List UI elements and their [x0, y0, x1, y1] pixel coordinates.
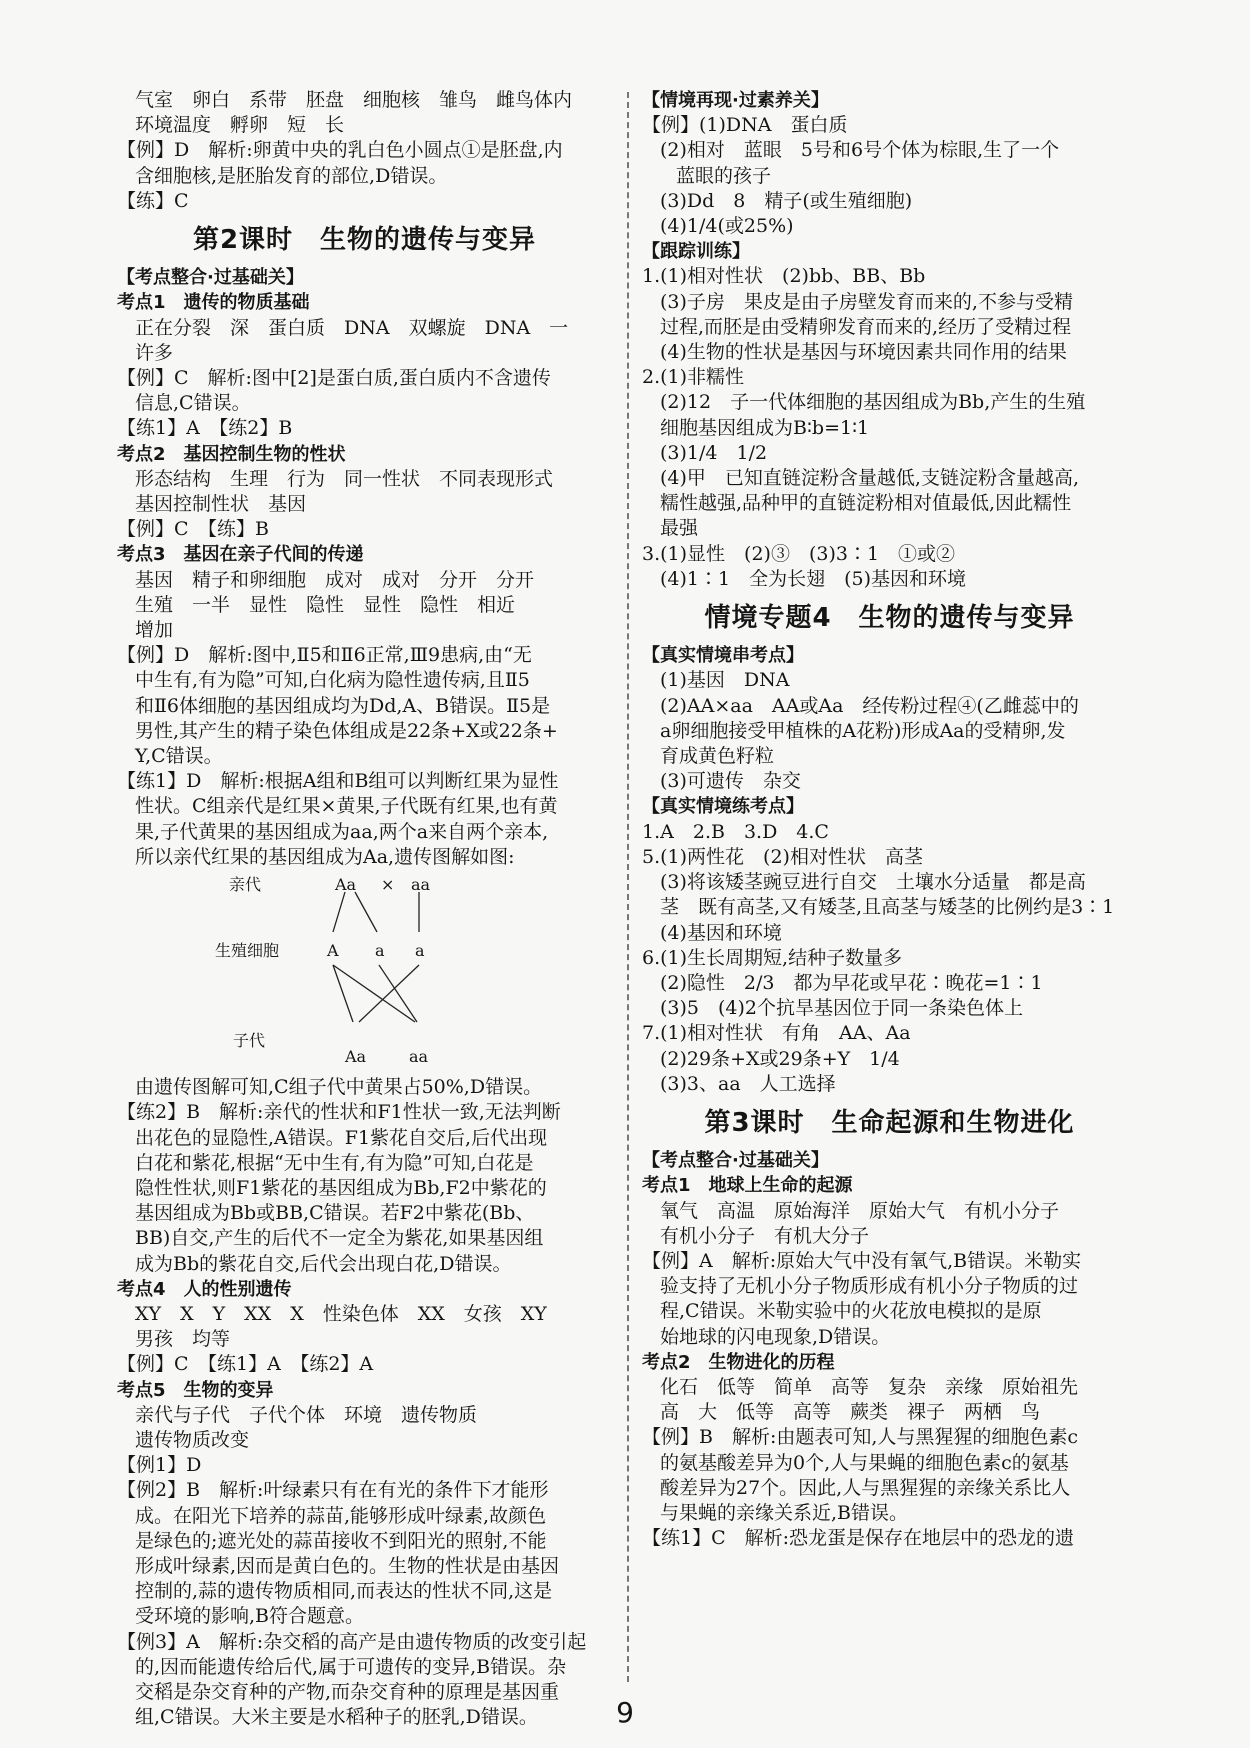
text-line: 氧气 高温 原始海洋 原始大气 有机小分子: [660, 1199, 1060, 1222]
text-line: 6.(1)生长周期短,结种子数量多: [642, 946, 903, 969]
right-column: [642, 88, 1137, 1551]
section-tag: 【真实情境串考点】: [642, 645, 804, 667]
text-line: 酸差异为27个。因此,人与黑猩猩的亲缘关系比人: [660, 1476, 1071, 1499]
text-line: 【练1】A 【练2】B: [117, 417, 293, 440]
text-line: 基因 精子和卵细胞 成对 成对 分开 分开: [135, 568, 535, 591]
text-line: 5.(1)两性花 (2)相对性状 高茎: [642, 845, 923, 868]
parent-genotype-left: Aa: [335, 875, 357, 895]
text-line: 许多: [135, 341, 174, 364]
text-line: 【练】C: [117, 189, 189, 212]
text-line: 【例1】D: [117, 1454, 202, 1477]
text-line: 【例2】B 解析:叶绿素只有在有光的条件下才能形: [117, 1479, 549, 1502]
offspring-genotype-1: Aa: [345, 1047, 367, 1067]
text-line: 形成叶绿素,因而是黄白色的。生物的性状是由基因: [135, 1554, 560, 1577]
text-line: 2.(1)非糯性: [642, 366, 745, 389]
text-line: (3)Dd 8 精子(或生殖细胞): [660, 189, 913, 212]
topic-heading: 考点2 生物进化的历程: [642, 1351, 835, 1373]
text-line: 受环境的影响,B符合题意。: [135, 1605, 365, 1628]
section-heading: 第2课时 生物的遗传与变异: [192, 225, 537, 256]
cross-lines: [127, 870, 547, 1075]
text-line: 1.A 2.B 3.D 4.C: [642, 820, 829, 843]
text-line: 控制的,蒜的遗传物质相同,而表达的性状不同,这是: [135, 1580, 553, 1603]
text-line: 【例3】A 解析:杂交稻的高产是由遗传物质的改变引起: [117, 1630, 587, 1653]
text-line: 蓝眼的孩子: [676, 164, 772, 187]
text-line: 最强: [660, 517, 699, 540]
text-line: 茎 既有高茎,又有矮茎,且高茎与矮茎的比例约是3∶1: [660, 896, 1115, 919]
text-line: (4)1∶1 全为长翅 (5)基因和环境: [660, 567, 967, 590]
topic-heading: 考点3 基因在亲子代间的传递: [117, 544, 364, 566]
text-line: 增加: [135, 619, 174, 642]
text-line: 组,C错误。大米主要是水稻种子的胚乳,D错误。: [135, 1706, 538, 1729]
text-line: (2)29条+X或29条+Y 1/4: [660, 1047, 900, 1070]
topic-heading: 考点1 地球上生命的起源: [642, 1175, 853, 1197]
text-line: 成为Bb的紫花自交,后代会出现白花,D错误。: [135, 1252, 512, 1275]
section-tag: 【考点整合·过基础关】: [117, 267, 304, 289]
text-line: (3)1/4 1/2: [660, 441, 768, 464]
gamete-1: A: [327, 941, 339, 961]
text-line: 正在分裂 深 蛋白质 DNA 双螺旋 DNA 一: [135, 316, 569, 339]
text-line: (3)可遗传 杂交: [660, 770, 801, 793]
gamete-label: 生殖细胞: [215, 941, 280, 961]
parent-genotype-right: aa: [411, 875, 431, 895]
text-line: 【例】C 【练】B: [117, 518, 270, 541]
text-line: 形态结构 生理 行为 同一性状 不同表现形式: [135, 467, 554, 490]
text-line: (4)甲 已知直链淀粉含量越低,支链淀粉含量越高,: [660, 467, 1079, 490]
cross-symbol: ×: [381, 875, 395, 895]
section-heading: 情境专题4 生物的遗传与变异: [704, 603, 1075, 634]
text-line: 与果蝇的亲缘关系近,B错误。: [660, 1501, 909, 1524]
text-line: 7.(1)相对性状 有角 AA、Aa: [642, 1022, 911, 1045]
text-line: 环境温度 孵卵 短 长: [135, 114, 345, 137]
text-line: 【例】D 解析:图中,Ⅱ5和Ⅱ6正常,Ⅲ9患病,由“无: [117, 644, 532, 667]
text-line: 生殖 一半 显性 隐性 显性 隐性 相近: [135, 593, 516, 616]
text-line: 育成黄色籽粒: [660, 745, 775, 768]
text-line: 中生有,有为隐”可知,白化病为隐性遗传病,且Ⅱ5: [135, 669, 530, 692]
text-line: 基因组成为Bb或BB,C错误。若F2中紫花(Bb、: [135, 1202, 535, 1225]
text-line: XY X Y XX X 性染色体 XX 女孩 XY: [135, 1302, 547, 1325]
text-line: 由遗传图解可知,C组子代中黄果占50%,D错误。: [135, 1076, 543, 1099]
text-line: 和Ⅱ6体细胞的基因组成均为Dd,A、B错误。Ⅱ5是: [135, 694, 551, 717]
text-line: (3)5 (4)2个抗旱基因位于同一条染色体上: [660, 997, 1024, 1020]
offspring-label: 子代: [233, 1031, 266, 1051]
text-line: 3.(1)显性 (2)③ (3)3∶1 ①或②: [642, 542, 956, 565]
topic-heading: 考点2 基因控制生物的性状: [117, 443, 346, 465]
text-line: 始地球的闪电现象,D错误。: [660, 1325, 891, 1348]
topic-heading: 考点1 遗传的物质基础: [117, 292, 310, 314]
topic-heading: 考点5 生物的变异: [117, 1379, 274, 1401]
text-line: (2)12 子一代体细胞的基因组成为Bb,产生的生殖: [660, 391, 1086, 414]
section-heading: 第3课时 生命起源和生物进化: [704, 1107, 1075, 1138]
text-line: 性状。C组亲代是红果×黄果,子代既有红果,也有黄: [135, 795, 558, 818]
text-line: 1.(1)相对性状 (2)bb、BB、Bb: [642, 265, 926, 288]
text-line: 【例】C 解析:图中[2]是蛋白质,蛋白质内不含遗传: [117, 367, 551, 390]
text-line: 交稻是杂交育种的产物,而杂交育种的原理是基因重: [135, 1680, 560, 1703]
text-line: 程,C错误。米勒实验中的火花放电模拟的是原: [660, 1300, 1042, 1323]
text-line: 果,子代黄果的基因组成为aa,两个a来自两个亲本,: [135, 820, 549, 843]
text-line: 含细胞核,是胚胎发育的部位,D错误。: [135, 164, 448, 187]
text-line: 所以亲代红果的基因组成为Aa,遗传图解如图:: [135, 845, 515, 868]
left-column: [117, 88, 612, 1730]
topic-heading: 考点4 人的性别遗传: [117, 1278, 292, 1300]
text-line: 信息,C错误。: [135, 392, 251, 415]
text-line: (3)将该矮茎豌豆进行自交 土壤水分适量 都是高: [660, 871, 1086, 894]
text-line: 男孩 均等: [135, 1328, 231, 1351]
text-line: 【例】(1)DNA 蛋白质: [642, 114, 848, 137]
text-line: 出花色的显隐性,A错误。F1紫花自交后,后代出现: [135, 1126, 548, 1149]
text-line: (2)AA×aa AA或Aa 经传粉过程④(乙雌蕊中的: [660, 694, 1079, 717]
text-line: (4)生物的性状是基因与环境因素共同作用的结果: [660, 341, 1067, 364]
text-line: (1)基因 DNA: [660, 669, 790, 692]
text-line: 成。在阳光下培养的蒜苗,能够形成叶绿素,故颜色: [135, 1504, 547, 1527]
parent-generation-label: 亲代: [229, 875, 262, 895]
text-line: (4)基因和环境: [660, 921, 782, 944]
column-divider: [627, 92, 629, 1682]
text-line: 隐性性状,则F1紫花的基因组成为Bb,F2中紫花的: [135, 1176, 547, 1199]
section-tag: 【真实情境练考点】: [642, 796, 804, 818]
text-line: 过程,而胚是由受精卵发育而来的,经历了受精过程: [660, 315, 1072, 338]
text-line: 气室 卵白 系带 胚盘 细胞核 雏鸟 雌鸟体内: [135, 89, 573, 111]
section-tag: 【情境再现·过素养关】: [642, 90, 829, 111]
text-line: 高 大 低等 高等 蕨类 裸子 两栖 鸟: [660, 1401, 1041, 1424]
text-line: 化石 低等 简单 高等 复杂 亲缘 原始祖先: [660, 1375, 1079, 1398]
text-line: 【练2】B 解析:亲代的性状和F1性状一致,无法判断: [117, 1101, 561, 1124]
text-line: 是绿色的;遮光处的蒜苗接收不到阳光的照射,不能: [135, 1529, 547, 1552]
text-line: 的氨基酸差异为0个,人与果蝇的细胞色素c的氨基: [660, 1451, 1069, 1474]
text-line: 【例】A 解析:原始大气中没有氧气,B错误。米勒实: [642, 1249, 1082, 1272]
text-line: 亲代与子代 子代个体 环境 遗传物质: [135, 1403, 478, 1426]
text-line: Y,C错误。: [135, 745, 223, 768]
text-line: 【例】B 解析:由题表可知,人与黑猩猩的细胞色素c: [642, 1426, 1079, 1449]
text-line: 男性,其产生的精子染色体组成是22条+X或22条+: [135, 719, 558, 742]
text-line: a卵细胞接受甲植株的A花粉)形成Aa的受精卵,发: [660, 719, 1066, 742]
text-line: 基因控制性状 基因: [135, 493, 307, 516]
text-line: (2)相对 蓝眼 5号和6号个体为棕眼,生了一个: [660, 139, 1060, 162]
text-line: 细胞基因组成为B∶b=1∶1: [660, 416, 870, 439]
text-line: BB)自交,产生的后代不一定全为紫花,如果基因组: [135, 1227, 544, 1250]
section-tag: 【考点整合·过基础关】: [642, 1150, 829, 1172]
text-line: 白花和紫花,根据“无中生有,有为隐”可知,白花是: [135, 1151, 534, 1174]
text-line: 糯性越强,品种甲的直链淀粉相对值最低,因此糯性: [660, 492, 1072, 515]
section-tag: 【跟踪训练】: [642, 241, 750, 263]
gamete-2: a: [375, 941, 385, 961]
text-line: (3)子房 果皮是由子房壁发育而来的,不参与受精: [660, 290, 1073, 313]
text-line: 验支持了无机小分子物质形成有机小分子物质的过: [660, 1275, 1079, 1298]
text-line: (4)1/4(或25%): [660, 215, 794, 238]
text-line: 遗传物质改变: [135, 1428, 250, 1451]
text-line: 【例】D 解析:卵黄中央的乳白色小圆点①是胚盘,内: [117, 139, 563, 162]
text-line: 有机小分子 有机大分子: [660, 1224, 870, 1247]
text-line: 【例】C 【练1】A 【练2】A: [117, 1353, 374, 1376]
text-line: 【练1】C 解析:恐龙蛋是保存在地层中的恐龙的遗: [642, 1527, 1075, 1550]
text-line: (3)3、aa 人工选择: [660, 1072, 836, 1095]
genetic-cross-diagram: [127, 870, 612, 1075]
text-line: (2)隐性 2/3 都为早花或早花∶晚花=1∶1: [660, 971, 1043, 994]
offspring-genotype-2: aa: [409, 1047, 429, 1067]
page-number: 9: [616, 1696, 634, 1729]
gamete-3: a: [415, 941, 425, 961]
text-line: 【练1】D 解析:根据A组和B组可以判断红果为显性: [117, 770, 559, 793]
text-line: 的,因而能遗传给后代,属于可遗传的变异,B错误。杂: [135, 1655, 567, 1678]
